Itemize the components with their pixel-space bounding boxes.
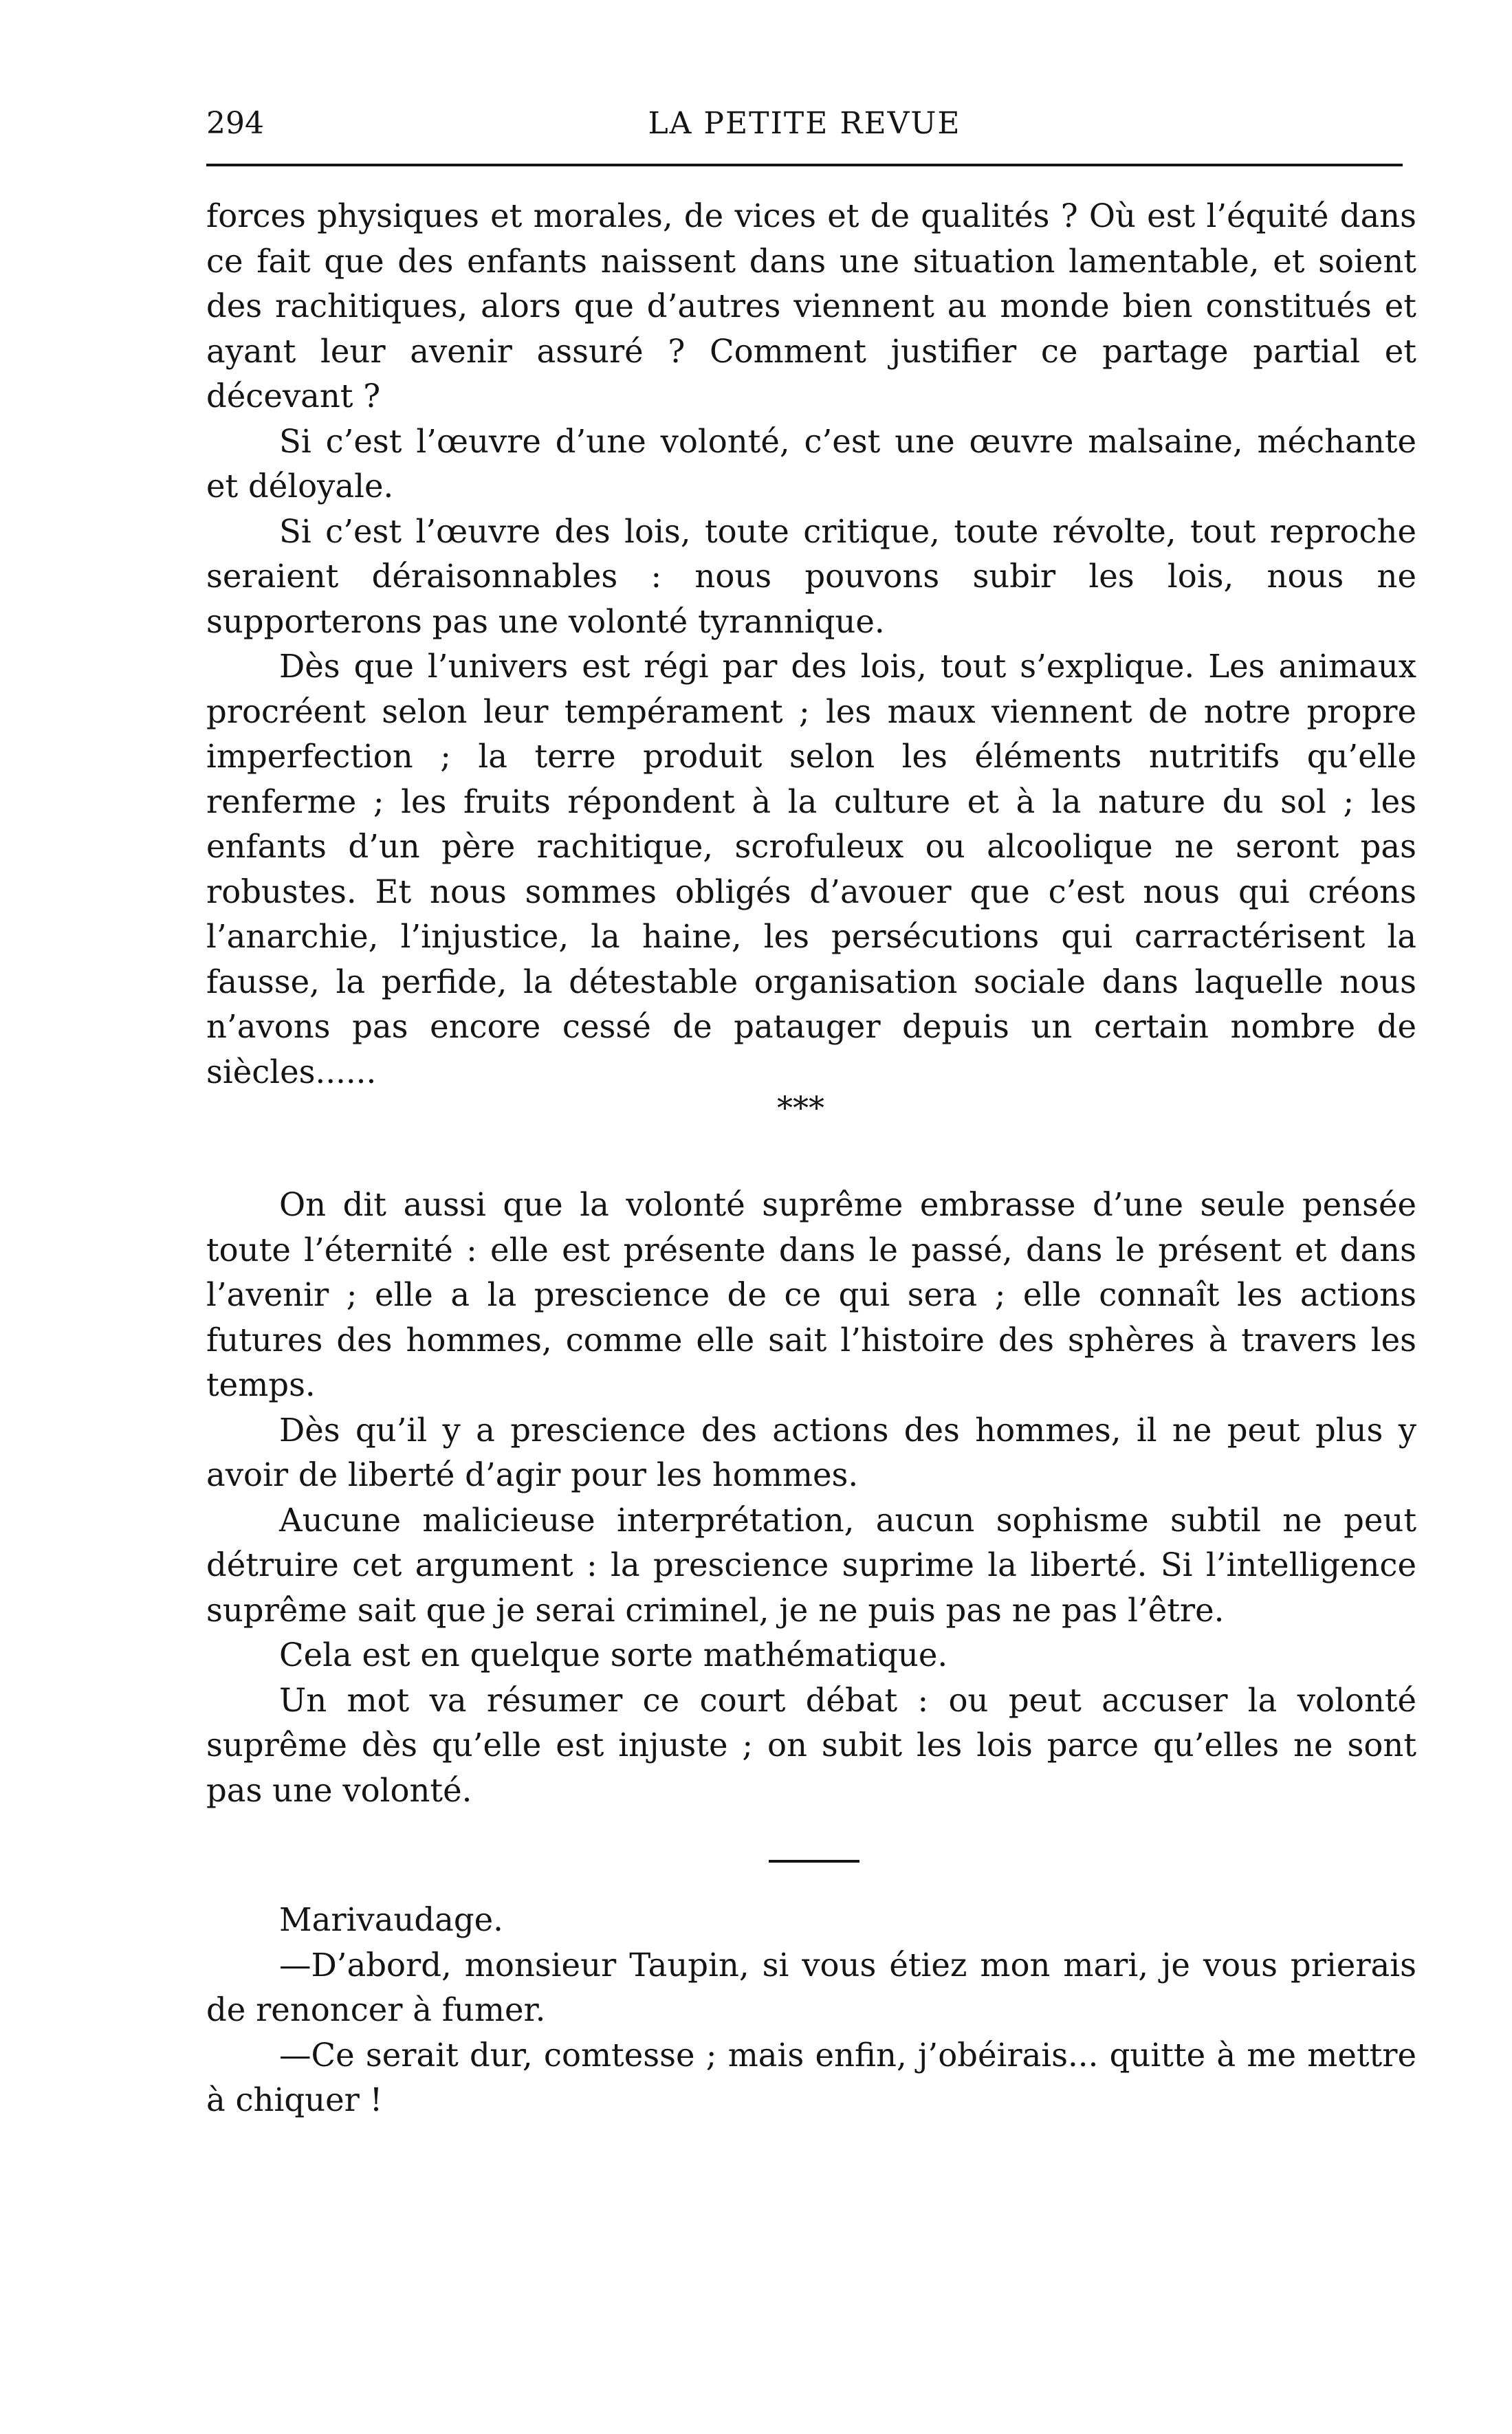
paragraph: Un mot va résumer ce court débat : ou peut accuser la volonté suprême dès qu’elle est injuste ; on subit les lois parce qu’elles ne sont pas une volonté. [206,1681,1416,1809]
header-rule [206,164,1403,166]
section-rule [769,1860,859,1863]
section-three [206,1898,1416,2123]
dialogue-line: —D’abord, monsieur Taupin, si vous étiez mon mari, je vous prierais de renoncer à fumer. [206,1946,1416,2028]
paragraph: Si c’est l’œuvre d’une volonté, c’est une œuvre malsaine, méchante et déloyale. [206,422,1416,505]
paragraph: On dit aussi que la volonté suprême embrasse d’une seule pensée toute l’éternité : elle est présente dans le passé, dans le présent et dans l’avenir ; elle a la prescience de ce qui sera ; elle connaît les actions futures des hommes, comme elle sait l’histoire des sphères à travers les temps. [206,1186,1416,1403]
asterism-divider: *** [777,1089,824,1126]
section-two [206,1183,1416,1813]
paragraph: Cela est en quelque sorte mathématique. [279,1636,948,1674]
section-one [206,194,1416,1095]
paragraph: Dès qu’il y a prescience des actions des hommes, il ne peut plus y avoir de liberté d’agir pour les hommes. [206,1411,1416,1493]
paragraph: Dès que l’univers est régi par des lois, tout s’explique. Les animaux procréent selon leur tempérament ; les maux viennent de notre propre imperfection ; la terre produit selon les éléments nutritifs qu’elle renferme ; les fruits répondent à la culture et à la nature du sol ; les enfants d’un père rachitique, scrofuleux ou alcoolique ne seront pas robustes. Et nous sommes obligés d’avouer que c’est nous qui créons l’anarchie, l’injustice, la haine, les persécutions qui carractérisent la fausse, la perfide, la détestable organisation sociale dans laquelle nous n’avons pas encore cessé de patauger depuis un certain nombre de siècles...... [206,648,1416,1090]
anecdote-title: Marivaudage. [279,1901,503,1938]
paragraph: Aucune malicieuse interprétation, aucun sophisme subtil ne peut détruire cet argument : la prescience suprime la liberté. Si l’intelligence suprême sait que je serai criminel, je ne puis pas ne pas l’être. [206,1501,1416,1629]
paragraph: Si c’est l’œuvre des lois, toute critique, toute révolte, tout reproche seraient déraisonnables : nous pouvons subir les lois, nous ne supporterons pas une volonté tyrannique. [206,512,1416,640]
page-number: 294 [206,106,264,141]
dialogue-line: —Ce serait dur, comtesse ; mais enfin, j’obéirais... quitte à me mettre à chiquer ! [206,2036,1416,2118]
paragraph: forces physiques et morales, de vices et de qualités ? Où est l’équité dans ce fait que des enfants naissent dans une situation lamentable, et soient des rachitiques, alors que d’autres viennent au monde bien constitués et ayant leur avenir assuré ? Comment justifier ce partage partial et décevant ? [206,197,1416,415]
running-title: LA PETITE REVUE [648,106,961,141]
running-header [206,103,1403,144]
